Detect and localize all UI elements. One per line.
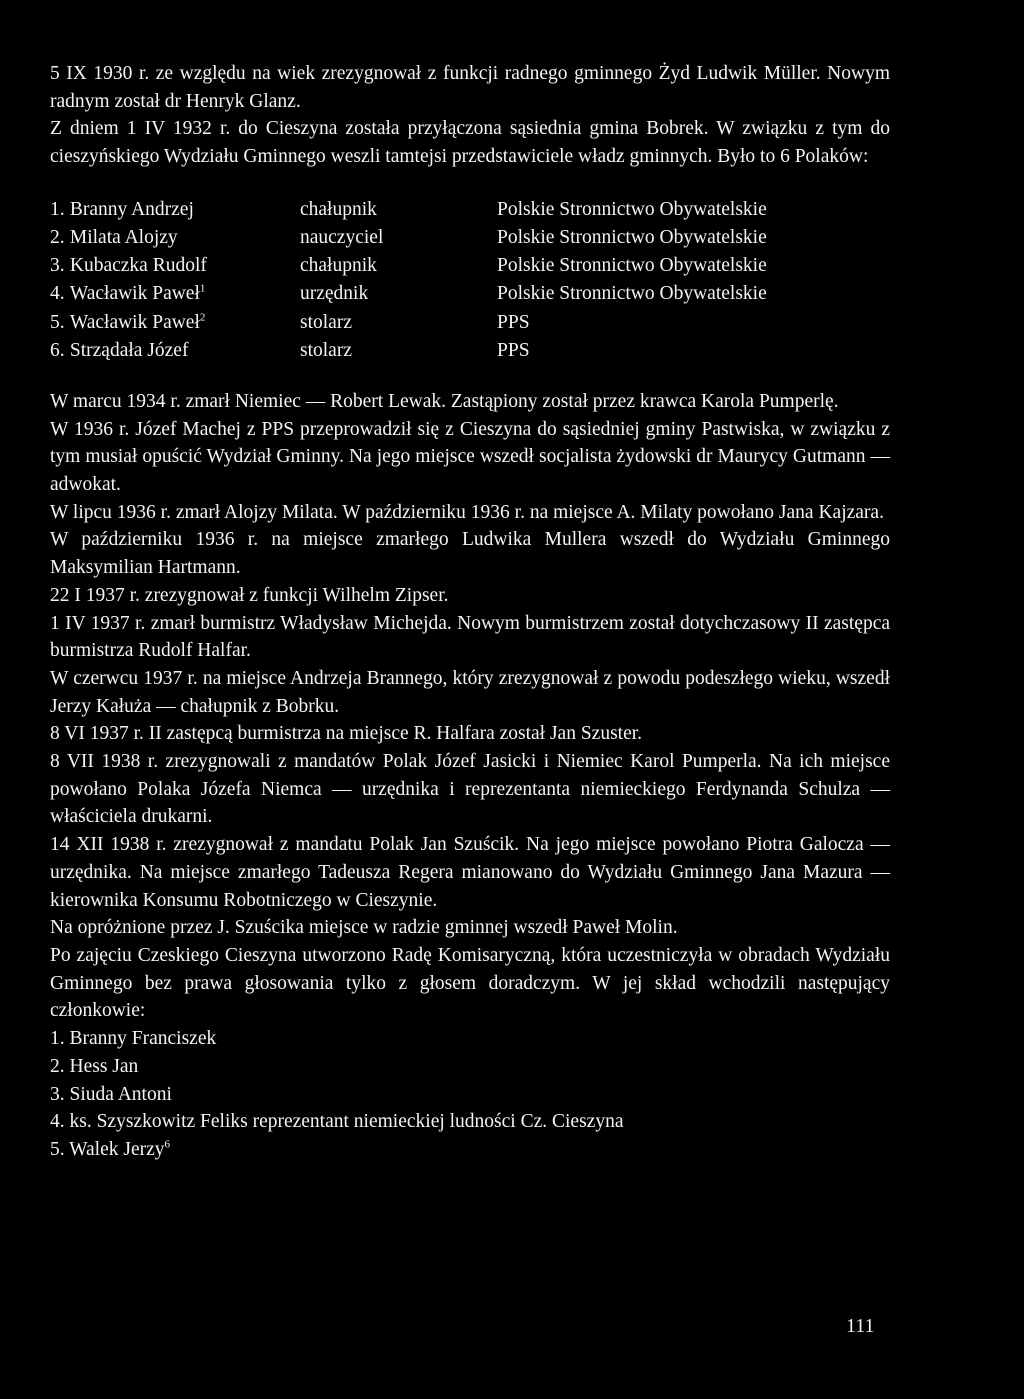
member-occupation: urzędnik [300,283,369,305]
members-table [50,196,767,365]
member-party: PPS [497,339,530,361]
member-party: PPS [497,311,530,333]
list-item: 5. Walek Jerzy$^6$ [50,1138,170,1160]
member-name: Strządała Józef [69,339,189,361]
paragraph: 22 I 1937 r. zrezygnował z funkcji Wilhelm Zipser. [50,584,449,606]
member-name: Wacławik Paweł$^2$ [69,311,206,333]
paragraph: Na opróżnione przez J. Szuścika miejsce w radzie gminnej wszedł Paweł Molin. [50,917,678,939]
paragraph: 14 XII 1938 r. zrezygnował z mandatu Polak Jan Szuścik. Na jego miejsce powołano Piotra Galocza — urzędnika. Na miejsce zmarłego Tadeusza Regera mianowano do Wydziału Gminnego Jana Mazura — kierownika Konsumu Robotniczego w Cieszynie. [50,834,890,911]
intro-paragraph: Z dniem 1 IV 1932 r. do Cieszyna została przyłączona sąsiednia gmina Bobrek. W związku z tym do cieszyńskiego Wydziału Gminnego weszli tamtejsi przedstawiciele władz gminnych. Było to 6 Polaków: [50,118,890,168]
member-party: Polskie Stronnictwo Obywatelskie [497,227,767,248]
member-occupation: nauczyciel [300,227,384,248]
table-row [50,280,767,308]
paragraph: W lipcu 1936 r. zmarł Alojzy Milata. W październiku 1936 r. na miejsce A. Milaty powołano Jana Kajzara. [50,501,884,523]
page-number: 111 [846,1315,875,1337]
list-item: 2. Hess Jan [50,1055,139,1077]
member-party: Polskie Stronnictwo Obywatelskie [497,198,767,220]
list-item: 3. Siuda Antoni [50,1083,172,1105]
member-party: Polskie Stronnictwo Obywatelskie [497,255,767,277]
paragraph: 1 IV 1937 r. zmarł burmistrz Władysław Michejda. Nowym burmistrzem został dotychczasowy II zastępca burmistrza Rudolf Halfar. [50,612,890,662]
council-members-list [50,1025,890,1164]
paragraph: W marcu 1934 r. zmarł Niemiec — Robert Lewak. Zastąpiony został przez krawca Karola Pumperlę. [50,390,839,412]
member-name: Wacławik Paweł$^1$ [69,282,206,305]
paragraph: W czerwcu 1937 r. na miejsce Andrzeja Brannego, który zrezygnował z powodu podeszłego wieku, wszedł Jerzy Kałuża — chałupnik z Bobrku. [50,667,890,717]
member-name: Milata Alojzy [69,227,178,248]
table-row [50,309,767,337]
table-row [50,224,767,252]
table-row [50,196,767,224]
paragraph: W 1936 r. Józef Machej z PPS przeprowadził się z Cieszyna do sąsiedniej gminy Pastwiska, w związku z tym musiał opuścić Wydział Gminny. Na jego miejsce wszedł socjalista żydowski dr Maurycy Gutmann — adwokat. [50,418,890,496]
list-item: 4. ks. Szyszkowitz Feliks reprezentant niemieckiej ludności Cz. Cieszyna [50,1111,624,1133]
member-name: Branny Andrzej [69,198,194,220]
paragraph: W październiku 1936 r. na miejsce zmarłego Ludwika Mullera wszedł do Wydziału Gminnego Maksymilian Hartmann. [50,529,890,579]
row-number: 2. [50,227,65,248]
member-occupation: stolarz [300,311,352,333]
row-number: 6. [50,339,65,361]
paragraph: 8 VII 1938 r. zrezygnowali z mandatów Polak Józef Jasicki i Niemiec Karol Pumperla. Na ich miejsce powołano Polaka Józefa Niemca — urzędnika i reprezentanta niemieckiego Ferdynanda Schulza — właściciela drukarni. [50,751,890,828]
row-number: 1. [50,198,65,220]
footnote-marker: 1 [199,282,206,295]
intro-paragraph: 5 IX 1930 r. ze względu na wiek zrezygnował z funkcji radnego gminnego Żyd Ludwik Müller. Nowym radnym został dr Henryk Glanz. [50,63,890,112]
document-page [50,60,890,1164]
footnote-marker: 2 [199,311,206,324]
member-occupation: stolarz [300,339,352,361]
row-number: 5. [50,311,65,333]
row-number: 3. [50,255,65,277]
table-row [50,252,767,280]
footnote-marker: 6 [164,1138,170,1151]
member-party: Polskie Stronnictwo Obywatelskie [497,283,767,305]
row-number: 4. [50,283,65,305]
table-row [50,337,767,365]
paragraph: 8 VI 1937 r. II zastępcą burmistrza na miejsce R. Halfara został Jan Szuster. [50,723,643,745]
list-item: 1. Branny Franciszek [50,1028,217,1050]
member-occupation: chałupnik [300,255,377,277]
body-text [50,388,890,1164]
member-name: Kubaczka Rudolf [69,255,207,277]
paragraph: Po zajęciu Czeskiego Cieszyna utworzono Radę Komisaryczną, która uczestniczyła w obradach Wydziału Gminnego bez prawa głosowania tylko z głosem doradczym. W jej skład wchodzili następujący członkowie: [50,945,890,1022]
member-occupation: chałupnik [300,198,377,220]
intro-section [50,60,890,171]
